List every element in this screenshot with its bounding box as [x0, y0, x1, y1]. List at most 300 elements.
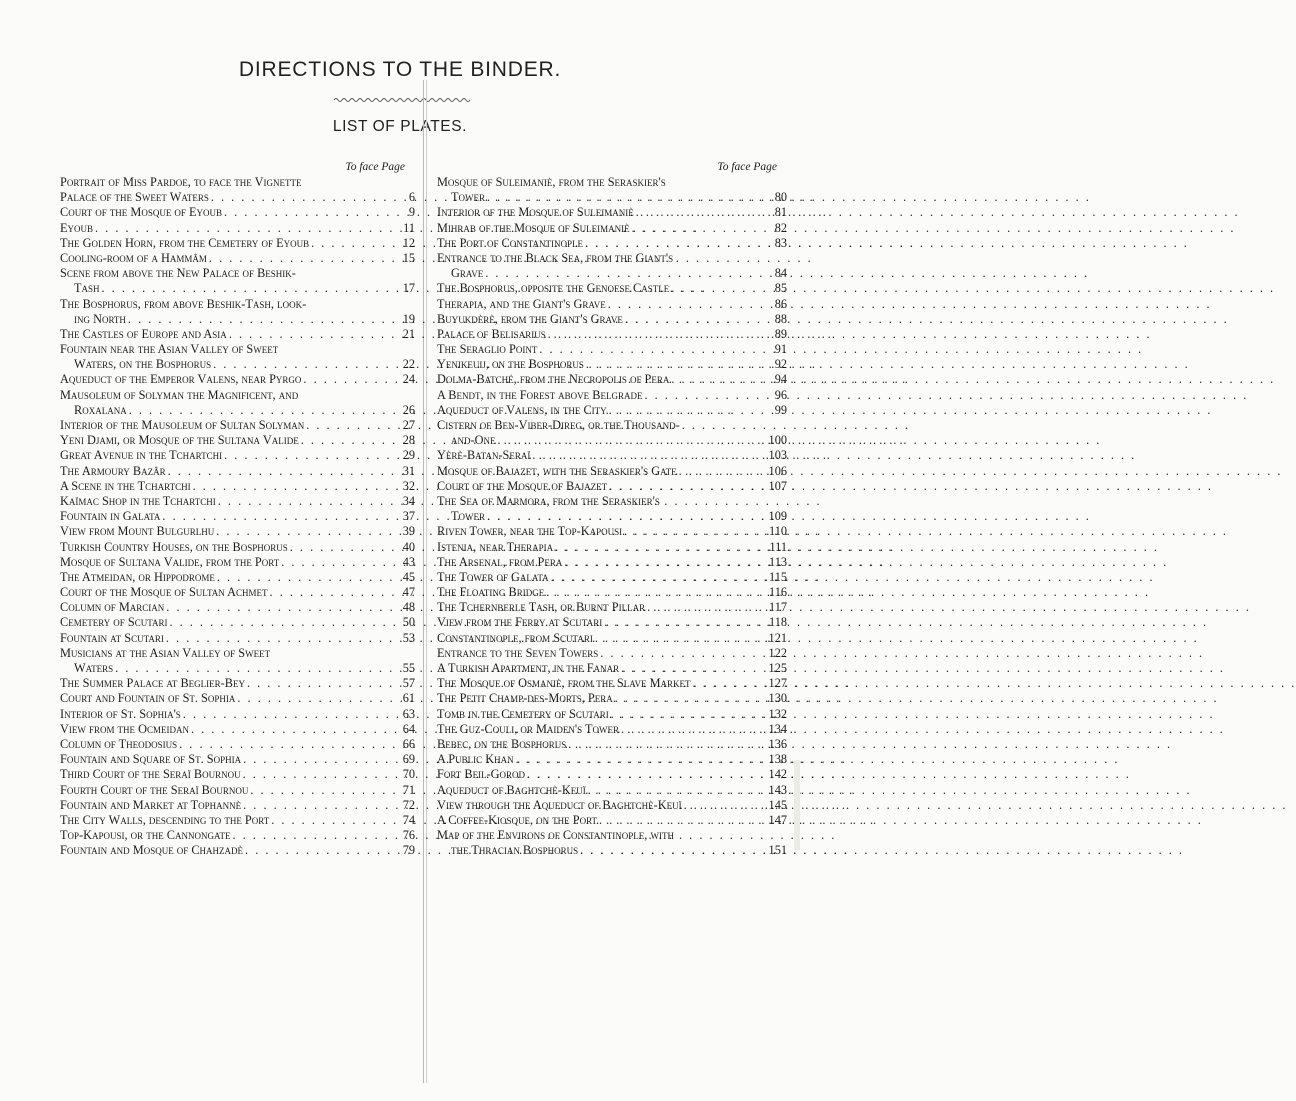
dot-leader [191, 722, 389, 737]
dot-leader [527, 767, 761, 782]
plate-title: the Thracian Bosphorus [451, 843, 579, 858]
page-number: 28 [402, 433, 415, 448]
dot-leader [615, 691, 761, 706]
list-title: LIST OF PLATES. [332, 118, 468, 135]
dot-leader [586, 357, 761, 372]
page-number: 145 [768, 797, 787, 812]
plate-title: The Floating Bridge [437, 585, 545, 600]
dot-leader [671, 281, 761, 296]
dot-leader [625, 312, 761, 327]
plate-title: Palace of the Sweet Waters [60, 190, 209, 205]
dot-leader [270, 585, 389, 600]
plate-entry [437, 190, 787, 205]
plate-entry [437, 783, 787, 798]
page-number: 110 [769, 524, 787, 539]
dot-leader [684, 798, 761, 813]
page-number: 122 [768, 645, 787, 660]
page-number: 70 [402, 767, 415, 782]
plate-entry [437, 707, 787, 722]
plate-title: ing North [74, 311, 126, 326]
plate-entry [60, 448, 415, 463]
page-number: 130 [768, 691, 787, 706]
plates-column-left [60, 160, 415, 858]
dot-leader [166, 600, 389, 615]
dot-leader [213, 357, 389, 372]
plate-entry [437, 509, 787, 524]
page-number: 66 [402, 736, 415, 751]
dot-leader [102, 281, 389, 296]
plate-entry [60, 464, 415, 479]
dot-leader [271, 813, 389, 828]
dot-leader [647, 600, 761, 615]
page-number: 71 [402, 782, 415, 797]
dot-leader [611, 707, 761, 722]
plate-entry [437, 691, 787, 706]
plate-title: Fort Beil-Gorod [437, 767, 526, 782]
plate-title: Court of the Mosque of Sultan Achmet [60, 585, 268, 600]
plate-entry [437, 403, 787, 418]
page-number: 47 [402, 585, 415, 600]
dot-leader [532, 448, 761, 463]
page-number: 100 [768, 433, 787, 448]
plate-title: Fourth Court of the Seraï Bournou [60, 782, 249, 797]
plate-title: Roxalana [74, 402, 127, 417]
plate-title: Waters, on the Bosphorus [74, 357, 212, 372]
plate-title: Cistern of Ben-Viber-Direg, or the Thousand- [437, 418, 680, 432]
plate-entry [437, 646, 787, 661]
plate-title: Riven Tower, near the Top-Kapousi [437, 524, 623, 539]
plate-title: Interior of St. Sophia's [60, 706, 181, 721]
dot-leader [247, 676, 389, 691]
page-number: 17 [402, 281, 415, 296]
page-number: 48 [402, 600, 415, 615]
plate-title: Yenikeuij, on the Bosphorus [437, 357, 584, 372]
page-number: 113 [769, 554, 787, 569]
plate-title: Mosque of Sultana Valide, from the Port [60, 554, 280, 569]
dot-leader [564, 555, 761, 570]
dot-leader [218, 494, 389, 509]
page-title: DIRECTIONS TO THE BINDER. [238, 58, 562, 81]
dot-leader [580, 843, 761, 858]
plate-title: Yeni Djami, or Mosque of the Sultana Valide [60, 433, 299, 448]
plate-entry [60, 494, 415, 509]
plate-entry [437, 236, 787, 251]
plate-title: Fountain in Galata [60, 509, 161, 524]
page-number: 94 [774, 372, 787, 387]
page-number: 32 [402, 478, 415, 493]
page-number: 86 [774, 296, 787, 311]
page-number: 27 [402, 418, 415, 432]
page-number: 84 [774, 266, 787, 281]
page-number: 69 [402, 752, 415, 767]
plate-title: Cemetery of Scutari [60, 615, 168, 630]
plate-title: Eyoub [60, 220, 94, 235]
dot-leader [162, 509, 389, 524]
page-number: 127 [768, 676, 787, 691]
page-number: 83 [774, 235, 787, 250]
plate-entry [60, 767, 415, 782]
plate-entry [437, 297, 787, 312]
dot-leader [115, 661, 389, 676]
dot-leader [585, 236, 761, 251]
plate-title: and-One [451, 433, 496, 448]
plate-title: Tash [74, 281, 100, 296]
page-number: 147 [768, 812, 787, 827]
plate-title: Tower [451, 190, 486, 205]
plate-entry [60, 540, 415, 555]
plate-entry [437, 281, 787, 296]
plate-entry [60, 631, 415, 646]
page-number: 64 [402, 721, 415, 736]
page-number: 9 [408, 205, 415, 220]
plate-title: Palace of Belisarius [437, 326, 546, 341]
plate-entry [437, 676, 787, 691]
page-number: 142 [768, 767, 787, 782]
plate-title: A Public Khan [437, 752, 514, 767]
plate-entry [437, 524, 787, 539]
page-number: 61 [402, 691, 415, 706]
plate-entry [437, 175, 787, 190]
dot-leader [555, 540, 761, 555]
plate-title: The Tower of Galata [437, 569, 549, 584]
plate-entry [437, 600, 787, 615]
plate-entry [60, 676, 415, 691]
plate-title: Scene from above the New Palace of Beshik- [60, 266, 296, 281]
page-number: 31 [402, 463, 415, 478]
plate-entry [60, 737, 415, 752]
page-number: 136 [768, 736, 787, 751]
dot-leader [609, 479, 761, 494]
plate-entry [60, 691, 415, 706]
plate-entry [437, 494, 787, 509]
plate-entry [60, 418, 415, 433]
page-number: 88 [774, 311, 787, 326]
plate-entry [60, 357, 415, 372]
plate-entry [60, 266, 415, 281]
page-number: 21 [402, 326, 415, 341]
dot-leader [679, 464, 761, 479]
plate-title: The Port of Constantinople [437, 235, 584, 250]
plate-title: A Turkish Apartment, in the Fanar [437, 661, 620, 675]
plate-entry [60, 388, 415, 403]
dot-leader [224, 205, 389, 220]
plate-title: Dolma-Batché, from the Necropolis of Pera [437, 372, 670, 387]
plate-title: The Tchernberle Tash, or Burnt Pillar [437, 600, 646, 615]
page-number: 29 [402, 448, 415, 463]
plate-entry [60, 251, 415, 266]
plate-title: Fountain at Scutari [60, 630, 164, 645]
plate-title: The Armoury Bazâr [60, 463, 166, 478]
plate-title: Kaïmac Shop in the Tchartchi [60, 493, 216, 508]
dot-leader [303, 372, 389, 387]
dot-leader [516, 752, 761, 767]
page-number: 74 [402, 812, 415, 827]
plate-entry [60, 585, 415, 600]
plate-entry [437, 813, 787, 828]
plate-entry [60, 783, 415, 798]
plate-entry [437, 843, 787, 858]
plate-entry [437, 752, 787, 767]
plate-entry [437, 221, 787, 236]
plate-title: The Guz-Couli, or Maiden's Tower [437, 721, 619, 736]
plate-title: Mosque of Suleimaniè, from the Seraskier's [437, 175, 666, 189]
page-number: 118 [769, 615, 787, 630]
plate-entry [60, 615, 415, 630]
plate-entry [437, 798, 787, 813]
plate-title: Turkish Country Houses, on the Bosphorus [60, 539, 288, 554]
dot-leader [487, 509, 761, 524]
page-number: 134 [768, 721, 787, 736]
column-header: To face Page [717, 161, 777, 173]
plate-title: View from the Ocmeidan [60, 721, 189, 736]
dot-leader [485, 266, 761, 281]
plate-entry [60, 813, 415, 828]
plate-title: Entrance to the Black Sea, from the Giant's [437, 250, 674, 265]
plate-entry [437, 312, 787, 327]
page-number: 81 [774, 205, 787, 220]
page-number: 37 [402, 509, 415, 524]
plate-title: Top-Kapousi, or the Cannongate [60, 828, 231, 843]
plate-title: View from the Ferry at Scutari [437, 615, 603, 630]
plate-title: View from Mount Bulgurlhu [60, 524, 215, 539]
page-number: 143 [768, 782, 787, 797]
plate-title: The Bosphorus, from above Beshik-Tash, look- [60, 296, 307, 311]
plate-entry [60, 843, 415, 858]
dot-leader [209, 251, 389, 266]
plate-title: Tower [451, 509, 486, 524]
page-number: 138 [768, 752, 787, 767]
plate-entry [60, 236, 415, 251]
dot-leader [609, 403, 761, 418]
plate-entry [60, 372, 415, 387]
dot-leader [636, 205, 761, 220]
dot-leader [487, 190, 761, 205]
page-number: 92 [774, 357, 787, 372]
page-number: 55 [402, 661, 415, 675]
dot-leader [599, 813, 761, 828]
dot-leader [250, 783, 389, 798]
dot-leader [604, 615, 761, 630]
dot-leader [608, 297, 761, 312]
plate-entry [437, 418, 787, 433]
page-number: 111 [769, 539, 787, 554]
dot-leader [497, 433, 761, 448]
plate-entry [437, 585, 787, 600]
plate-entry [60, 707, 415, 722]
plate-entry [60, 403, 415, 418]
plate-title: A Coffee-Kiosque, on the Port [437, 812, 598, 827]
plate-title: Fountain near the Asian Valley of Sweet [60, 342, 279, 357]
dot-leader [644, 388, 761, 403]
dot-leader [621, 722, 761, 737]
plate-title: The Mosque of Osmaniè, from the Slave Market [437, 676, 691, 691]
dot-leader [166, 631, 389, 646]
page-number: 24 [402, 372, 415, 387]
dot-leader [233, 828, 390, 843]
plate-title: View through the Aqueduct of Baghtchè-Keuï [437, 797, 682, 812]
plate-entry [437, 631, 787, 646]
plate-entry [60, 722, 415, 737]
plate-entry [60, 205, 415, 220]
plate-title: Court of the Mosque of Eyoub [60, 205, 222, 220]
dot-leader [693, 676, 761, 691]
plate-title: The Castles of Europe and Asia [60, 326, 227, 341]
page-number: 103 [768, 448, 787, 463]
page-number: 45 [402, 569, 415, 584]
plate-title: Mosque of Bajazet, with the Seraskier's Gate [437, 463, 677, 478]
page-number: 89 [774, 326, 787, 341]
page-number: 82 [774, 220, 787, 235]
plate-title: Grave [451, 266, 484, 281]
plate-title: Third Court of the Seraï Bournou [60, 767, 241, 782]
plate-title: Cooling-room of a Hammâm [60, 250, 207, 265]
plate-entry [60, 342, 415, 357]
plate-entry [437, 722, 787, 737]
dot-leader [237, 691, 389, 706]
plate-entry [437, 540, 787, 555]
plate-entry [60, 555, 415, 570]
page-number: 39 [402, 524, 415, 539]
dot-leader [306, 418, 389, 433]
plate-title: Court of the Mosque of Bajazet [437, 478, 608, 493]
dot-leader [290, 540, 389, 555]
dot-leader [168, 464, 389, 479]
plate-title: The Sea of Marmora, from the Seraskier's [437, 493, 660, 508]
page-number: 15 [402, 250, 415, 265]
page-number: 117 [769, 600, 787, 615]
dot-leader [243, 767, 389, 782]
plate-entry [437, 372, 787, 387]
page-number: 57 [402, 676, 415, 691]
dot-leader [128, 312, 389, 327]
plate-entry [60, 646, 415, 661]
plate-title: The Atmeidan, or Hippodrome [60, 569, 215, 584]
page-number: 76 [402, 828, 415, 843]
plate-entry [437, 251, 787, 266]
plate-title: Aqueduct of Valens, in the City [437, 402, 607, 417]
dot-leader [193, 479, 389, 494]
page-number: 91 [774, 342, 787, 357]
plate-entry [437, 448, 787, 463]
page-number: 132 [768, 706, 787, 721]
plate-title: Constantinople, from Scutari [437, 630, 593, 645]
dot-leader [588, 783, 761, 798]
page-number: 19 [402, 311, 415, 326]
dot-leader [539, 342, 761, 357]
plate-title: The Seraglio Point [437, 342, 538, 357]
dot-leader [568, 737, 761, 752]
page-number: 34 [402, 493, 415, 508]
page-number: 72 [402, 797, 415, 812]
page-number: 26 [402, 402, 415, 417]
dot-leader [211, 190, 389, 205]
page-number: 116 [769, 585, 787, 600]
page-number: 6 [408, 190, 415, 205]
plate-title: The Golden Horn, from the Cemetery of Eyoub [60, 235, 310, 250]
plate-entry [437, 388, 787, 403]
plate-title: Column of Theodosius [60, 736, 178, 751]
page-number: 11 [403, 220, 415, 235]
dot-leader [671, 372, 761, 387]
dot-leader [548, 327, 761, 342]
plate-title: Column of Marcian [60, 600, 165, 615]
dot-leader [243, 752, 389, 767]
ornamental-rule [334, 97, 470, 103]
plate-title: Therapia, and the Giant's Grave [437, 296, 606, 311]
dot-leader [245, 843, 389, 858]
page-number: 115 [769, 569, 787, 584]
dot-leader [621, 661, 761, 676]
plate-entry [60, 798, 415, 813]
plate-entry [60, 221, 415, 236]
plate-title: Entrance to the Seven Towers [437, 645, 599, 660]
page-number: 63 [402, 706, 415, 721]
page-number: 106 [768, 463, 787, 478]
plate-title: The Arsenal, from Pera [437, 554, 563, 569]
plate-title: The Summer Palace at Beglier-Bey [60, 676, 245, 691]
plate-title: Aqueduct of Baghtchè-Keuï [437, 782, 586, 797]
page-number: 53 [402, 630, 415, 645]
plate-entry [437, 555, 787, 570]
plate-entry [437, 615, 787, 630]
plate-entry [60, 661, 415, 676]
plate-title: Portrait of Miss Pardoe, to face the Vignette [60, 175, 302, 189]
dot-leader [624, 524, 761, 539]
dot-leader [595, 631, 761, 646]
plate-entry [437, 357, 787, 372]
plate-entry [60, 175, 415, 190]
plate-entry [437, 464, 787, 479]
plate-entry [437, 661, 787, 676]
plate-entry [60, 297, 415, 312]
plate-title: Musicians at the Asian Valley of Sweet [60, 645, 271, 660]
page-number: 12 [402, 235, 415, 250]
page-number: 22 [402, 357, 415, 372]
plate-entry [60, 312, 415, 327]
plate-entry [437, 828, 787, 843]
dot-leader [129, 403, 389, 418]
dot-leader [229, 327, 389, 342]
page-number: 107 [768, 478, 787, 493]
dot-leader [216, 524, 389, 539]
page-number: 40 [402, 539, 415, 554]
plate-entry [437, 479, 787, 494]
plate-title: The City Walls, descending to the Port [60, 812, 270, 827]
plate-title: Map of the Environs of Constantinople, with [437, 828, 674, 843]
plate-title: Fountain and Market at Tophannè [60, 797, 242, 812]
dot-leader [217, 570, 389, 585]
page-number: 80 [774, 190, 787, 205]
plate-entry [60, 524, 415, 539]
plate-title: Interior of the Mosque of Suleimaniè [437, 205, 634, 220]
plate-entry [60, 828, 415, 843]
column-header: To face Page [345, 161, 405, 173]
page-number: 109 [768, 509, 787, 524]
plate-title: Tomb in the Cemetery of Scutari [437, 706, 609, 721]
plate-title: Mausoleum of Solyman the Magnificent, and [60, 387, 299, 402]
page-number: 79 [402, 843, 415, 858]
plate-entry [60, 752, 415, 767]
plate-title: Bebec, on the Bosphorus [437, 736, 567, 751]
dot-leader [301, 433, 389, 448]
dot-leader [632, 221, 761, 236]
dot-leader [179, 737, 389, 752]
page-number: 99 [774, 402, 787, 417]
plate-entry [60, 433, 415, 448]
plate-entry [60, 570, 415, 585]
page-number: 125 [768, 661, 787, 675]
page-number: 50 [402, 615, 415, 630]
